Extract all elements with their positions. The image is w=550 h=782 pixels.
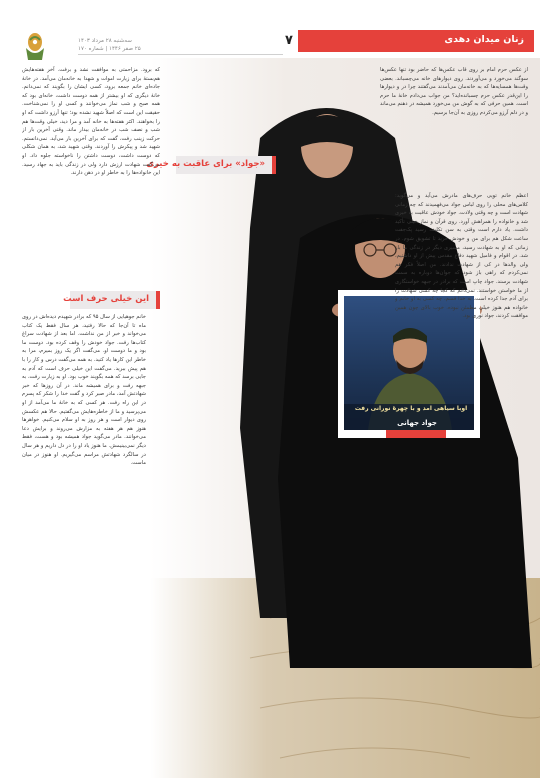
article-column-left-top: که برود. مزاحمتی به موافقت نشد و برفت. آخر هفته‌هایش هم‌بستۀ برای زیارت اموات و شهدا به خانه‌مان می‌آمد. در خانۀ جاده‌ای خانم جمعه برود، کسی ایشان را بگویند که نمی‌دانم. خانۀ دیگری که او بیشتر از همه دوست داشت، خانه‌ای بود که همه صبح و شب نماز می‌خوانند و کسی او را نمی‌شناخت. حقیقت این است که اصلاً شهید نشده بود؛ تنها آرزو داشت که او را بخواهند. اکثر هفته‌ها به خانه آمد و مرا دید، خیلی وقت‌ها هم شب و نصف شب در خانه‌مان بیدار ماند. وقتی آخرین بار از حرکت زینب رفت، گفت که برای آخرین بار می‌آید. نمی‌دانستم. شهید شد و پیکرش را آوردند. وقتی شهید شد، به همان شکلی که دوست داشت، دوست داشتن را ناخواسته جلوه داد. او می‌گفت شهادت ارزش دارد ولی در زندگی باید به جهاد رسید. این خانواده‌ها را به خاطر او در ذهن دارند. bbox=[22, 67, 160, 177]
page-header bbox=[0, 0, 550, 64]
article-column-right-middle: اعظم خانم تویی حرف‌های مادرش می‌آید و می‌گوید: کلاس‌های محلی را روی لباس جواد می‌فهمیدند که چه زمانی شهادت است و چه وقتی ولادت. جواد خودش عاقبت به خیری شد و خانواده را همراهش آورد. روی قرآن و نماز خیلی تأکید داشت. یاد دارم است وقتی به سن تکلیف رسید پک‌جفت ساعت شکل هم برای من و خودش خرید تا تشویق شوم. در زمانی که او به شهادت رسید، مسیری دیگر در زندگی ما باز شد. در اقوام و فامیل شهید دفاع مقدس پیش از او داشتیم، ولی والدها در کی از شهادت ندادند. من اصلاً فکر هم نمی‌کردم که راهی باز شود که جوان‌ها دوباره به سمت شهادت برسند. جواد چاپ است که برادر در جبهه خواستگاری از ما خواستن خواستند. نمی‌دانم که کجا چه کسی شهادت را برای آدم جدا کرده است. به خدا قسم، چه کسی به او خانم و خانواده هم هنوز خیلی مطمئن نبوده. خوب بالای چون همین موافقت کردند، جواد نوری بود. bbox=[395, 193, 528, 320]
article-column-left-bottom: خانم جوهیایی از سال ۹۵ که برادر شهیدم دیده‌اش در روی ماه تا آن‌جا که حالا رفتید، هر سال فقط یک کتاب می‌خواند و خبر از من نداشت. اما بعد از شهادت سراغ کتاب‌ها رفت. جواد خودش را وقف کرده بود. دوست ما بود و ما دوست او. می‌گفت اگر یک روز بمیرم، مرا به خاطر این کارها یاد کنید. به همه می‌گفت درس و کار را با هم پیش ببرید. می‌گفت این خیلی حرف است که آدم به جایی برسد که همه بگویند خوب بود. او به زیارت رفت، به جبهه رفت و برای همیشه ماند. در آن روزها که خبر شهادتش آمد، مادر صبر کرد و گفت خدا را شکر که پسرم در این راه رفت. هر کسی که به خانۀ ما می‌آمد از او می‌پرسید و ما از خاطره‌هایش می‌گفتیم. حالا هم عکسش روی دیوار است و هر روز به او سلام می‌کنیم. خواهرها هنوز هم هر هفته به مزارش می‌روند و برایش دعا می‌خوانند. مادر می‌گوید جواد همیشه بود و هست، فقط دیگر نمی‌بینیمش. ما هنوز یاد او را در دل داریم و هر سال در سالگرد شهادتش مراسم می‌گیریم. او هنوز در میان ماست. bbox=[22, 314, 146, 467]
header-divider bbox=[78, 54, 283, 55]
subhead-harf-ast: این خیلی حرف است bbox=[70, 291, 160, 309]
issue-number: ۲۵ صفر ۱۴۴۶ | شماره ۱۷۰ bbox=[78, 46, 141, 52]
subhead-aghebat: «جواد» برای عاقبت به خیری bbox=[176, 156, 276, 174]
article-column-right-top: از عکس حرم امام بر روی قاب عکس‌ها که حاضر بود تنها عکس‌ها سوگند می‌خورد و می‌آوردند. روی دیوارهای خانه می‌چسباند. بعضی وقت‌ها همسایه‌ها که به خانه‌مان می‌آمدند می‌گفتند چرا در و دیوارها را این‌قدر عکس حرم چسبانده‌اید؟ من جواب می‌دادم خانهٔ ما حرم است. همین حرفی که به گوش من می‌خورد همیشه در ذهنم می‌ماند و در دلم آرزو می‌کردم روزی به آن‌جا برسیم. bbox=[380, 67, 528, 116]
magazine-logo-icon bbox=[20, 30, 50, 62]
issue-date: سه‌شنبه ۲۸ مرداد ۱۴۰۳ bbox=[78, 38, 132, 44]
poster-name: جواد جهانی bbox=[397, 419, 437, 427]
page-number: ۷ bbox=[285, 33, 293, 48]
poster-caption: اوبا سیاهی آمد و با چهرهٔ نورانی رفت bbox=[354, 405, 468, 412]
section-title: زنان میدان دهدی bbox=[298, 30, 534, 52]
